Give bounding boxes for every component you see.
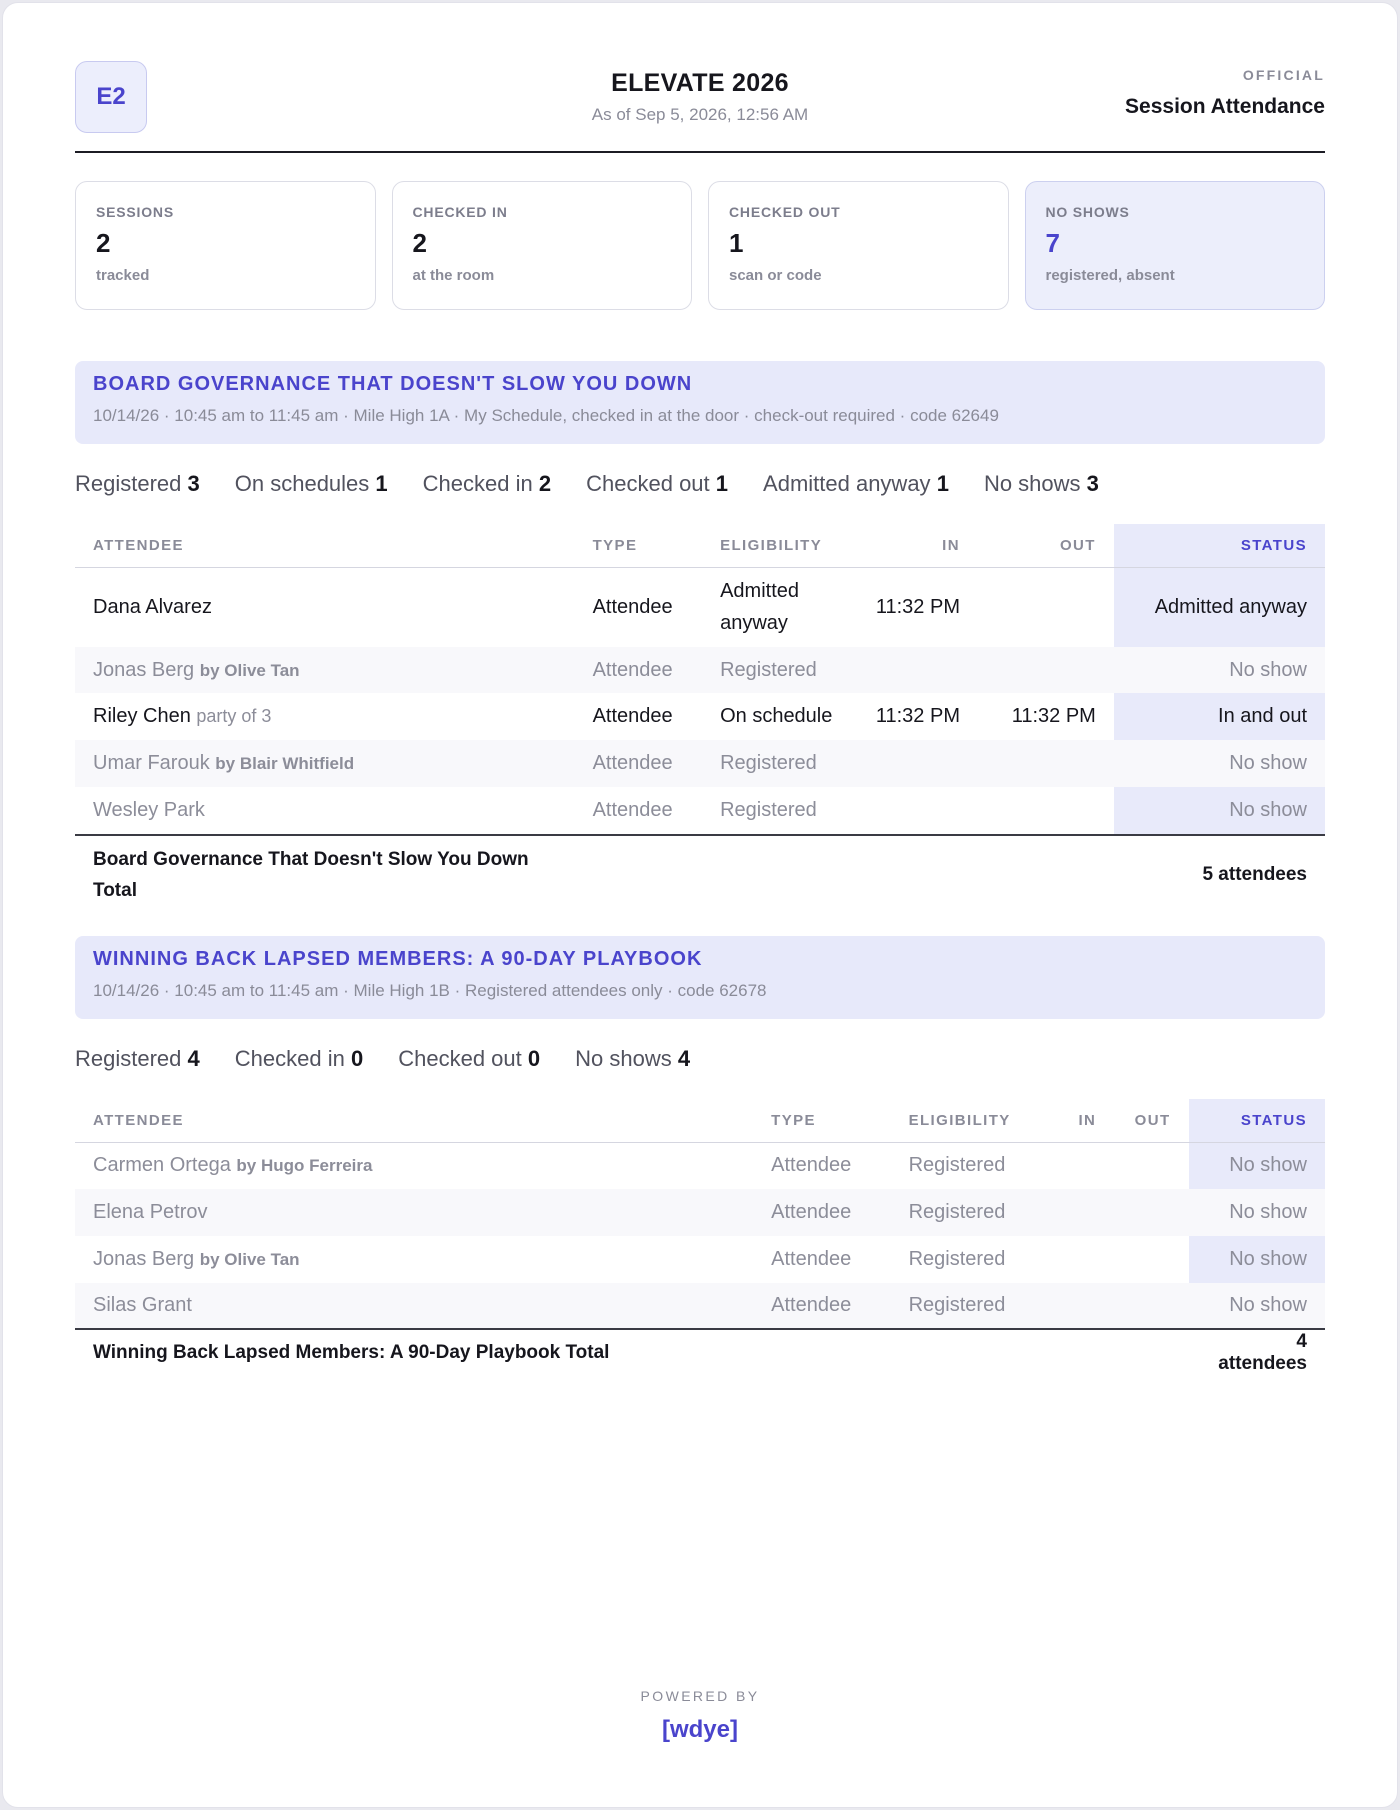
check-out-time bbox=[1114, 1142, 1188, 1189]
count-registered: Registered 4 bbox=[75, 1046, 200, 1071]
attendee-name: Carmen Ortega bbox=[93, 1154, 231, 1177]
column-header-type[interactable]: TYPE bbox=[575, 524, 703, 567]
check-in-time bbox=[1044, 1283, 1114, 1329]
status-cell: No show bbox=[1189, 1142, 1325, 1189]
event-title: ELEVATE 2026 bbox=[611, 69, 789, 97]
status-cell: No show bbox=[1114, 787, 1325, 835]
stat-value: 2 bbox=[96, 228, 111, 258]
status-cell: No show bbox=[1114, 740, 1325, 787]
type-cell: Attendee bbox=[753, 1189, 890, 1236]
table-row bbox=[75, 693, 1325, 740]
table-row bbox=[75, 740, 1325, 787]
session-total-value: 5 attendees bbox=[1114, 835, 1325, 913]
check-in-time bbox=[1044, 1189, 1114, 1236]
table-row bbox=[75, 647, 1325, 693]
stat-card-checked-out bbox=[708, 181, 1009, 310]
registered-by-note: by Blair Whitfield bbox=[215, 754, 355, 773]
check-in-time bbox=[1044, 1142, 1114, 1189]
count-registered: Registered 3 bbox=[75, 471, 200, 496]
attendee-cell bbox=[75, 1142, 753, 1189]
table-row bbox=[75, 1189, 1325, 1236]
type-cell: Attendee bbox=[592, 705, 673, 727]
attendee-name: Dana Alvarez bbox=[93, 595, 212, 618]
attendee-cell bbox=[75, 740, 575, 787]
check-out-time bbox=[978, 740, 1114, 787]
registered-by-note: by Olive Tan bbox=[199, 660, 300, 680]
count-checked-out: Checked out 1 bbox=[586, 471, 729, 496]
session-total-row bbox=[75, 835, 1325, 913]
session-meta: 10/14/26 · 10:45 am to 11:45 am · Mile High 1A · My Schedule, checked in at the door · check-out required · code 62649 bbox=[93, 406, 999, 425]
session-block-lapsed-members bbox=[75, 936, 1325, 1375]
eligibility-cell: Registered bbox=[891, 1283, 1044, 1329]
attendee-cell bbox=[75, 693, 575, 740]
check-out-time bbox=[1114, 1189, 1188, 1236]
type-cell: Attendee bbox=[592, 595, 673, 618]
column-header-eligibility[interactable]: ELIGIBILITY bbox=[891, 1099, 1044, 1142]
event-logo: E2 bbox=[75, 61, 147, 133]
check-out-time bbox=[978, 787, 1114, 835]
check-out-time: 11:32 PM bbox=[1011, 705, 1096, 727]
powered-by-label: POWERED BY bbox=[640, 1688, 760, 1704]
attendee-cell bbox=[75, 567, 575, 647]
type-cell: Attendee bbox=[575, 740, 703, 787]
stat-subtext: scan or code bbox=[729, 267, 822, 284]
stat-card-no-shows bbox=[1025, 181, 1326, 310]
type-cell: Attendee bbox=[771, 1248, 852, 1270]
stat-cards bbox=[75, 181, 1325, 310]
table-header-row bbox=[75, 1099, 1325, 1142]
table-row bbox=[75, 567, 1325, 647]
registered-by-note: by Olive Tan bbox=[199, 1250, 300, 1269]
attendee-name: Jonas Berg bbox=[93, 1248, 195, 1270]
session-block-board-governance bbox=[75, 361, 1325, 913]
session-banner bbox=[75, 361, 1325, 444]
stat-label: CHECKED IN bbox=[412, 204, 508, 220]
stat-subtext: registered, absent bbox=[1045, 267, 1175, 284]
column-header-out[interactable]: OUT bbox=[978, 524, 1114, 567]
column-header-out[interactable]: OUT bbox=[1114, 1099, 1188, 1142]
type-cell: Attendee bbox=[592, 799, 673, 821]
attendee-name: Elena Petrov bbox=[93, 1201, 208, 1223]
session-counts bbox=[75, 1019, 1325, 1099]
table-row bbox=[75, 787, 1325, 835]
attendee-cell bbox=[75, 1236, 753, 1283]
eligibility-cell: Registered bbox=[702, 647, 850, 693]
attendance-table bbox=[75, 524, 1325, 913]
table-row bbox=[75, 1142, 1325, 1189]
session-title: BOARD GOVERNANCE THAT DOESN'T SLOW YOU DOWN bbox=[93, 373, 693, 395]
column-header-in[interactable]: IN bbox=[850, 524, 978, 567]
column-header-status[interactable]: STATUS bbox=[1189, 1099, 1325, 1142]
status-cell: Admitted anyway bbox=[1114, 567, 1325, 647]
check-in-time bbox=[1044, 1236, 1114, 1283]
official-kicker: OFFICIAL bbox=[1242, 67, 1325, 83]
eligibility-cell: Registered bbox=[908, 1248, 1006, 1270]
session-title: WINNING BACK LAPSED MEMBERS: A 90-DAY PLAYBOOK bbox=[93, 948, 703, 970]
check-out-time bbox=[1114, 1236, 1188, 1283]
type-cell: Attendee bbox=[753, 1283, 890, 1329]
column-header-attendee[interactable]: ATTENDEE bbox=[75, 524, 575, 567]
attendee-name: Silas Grant bbox=[93, 1294, 192, 1316]
column-header-in[interactable]: IN bbox=[1044, 1099, 1114, 1142]
session-banner bbox=[75, 936, 1325, 1019]
status-cell: No show bbox=[1189, 1236, 1325, 1283]
attendee-cell bbox=[75, 787, 575, 835]
column-header-attendee[interactable]: ATTENDEE bbox=[75, 1099, 753, 1142]
report-sheet bbox=[2, 2, 1398, 1808]
count-checked-in: Checked in 0 bbox=[234, 1046, 364, 1071]
session-total-value: 4 attendees bbox=[1189, 1329, 1325, 1375]
stat-label: NO SHOWS bbox=[1045, 204, 1130, 220]
check-in-time bbox=[850, 740, 978, 787]
stat-subtext: tracked bbox=[96, 267, 150, 284]
attendance-table bbox=[75, 1099, 1325, 1375]
stat-subtext: at the room bbox=[412, 267, 495, 284]
check-out-time bbox=[978, 567, 1114, 647]
report-heading bbox=[1125, 67, 1325, 119]
type-cell: Attendee bbox=[575, 647, 703, 693]
stat-card-sessions bbox=[75, 181, 376, 310]
stat-card-checked-in bbox=[392, 181, 693, 310]
party-size-note: party of 3 bbox=[196, 706, 272, 726]
status-cell: No show bbox=[1189, 1189, 1325, 1236]
attendee-cell bbox=[75, 1189, 753, 1236]
attendee-cell bbox=[75, 647, 575, 693]
eligibility-cell: Registered bbox=[702, 740, 850, 787]
as-of-timestamp: As of Sep 5, 2026, 12:56 AM bbox=[591, 105, 809, 124]
count-no-shows: No shows 3 bbox=[983, 471, 1099, 496]
count-admitted-anyway: Admitted anyway 1 bbox=[763, 471, 949, 496]
table-row bbox=[75, 1236, 1325, 1283]
status-cell: In and out bbox=[1114, 693, 1325, 740]
check-out-time bbox=[978, 647, 1114, 693]
session-total-label: Board Governance That Doesn't Slow You Down Total bbox=[75, 835, 575, 913]
count-checked-in: Checked in 2 bbox=[422, 471, 552, 496]
eligibility-cell: Registered bbox=[720, 799, 817, 821]
stat-value: 1 bbox=[729, 228, 744, 258]
session-meta: 10/14/26 · 10:45 am to 11:45 am · Mile High 1B · Registered attendees only · code 62678 bbox=[93, 981, 767, 1000]
eligibility-cell: On schedule bbox=[720, 705, 833, 727]
report-footer bbox=[75, 1688, 1325, 1744]
check-in-time: 11:32 PM bbox=[875, 595, 960, 618]
session-total-row bbox=[75, 1329, 1325, 1375]
check-in-time bbox=[850, 647, 978, 693]
table-row bbox=[75, 1283, 1325, 1329]
stat-label: SESSIONS bbox=[96, 204, 174, 220]
report-title: Session Attendance bbox=[1125, 95, 1325, 118]
brand-logo-text[interactable]: [wdye] bbox=[661, 1716, 738, 1743]
type-cell: Attendee bbox=[771, 1154, 852, 1177]
count-no-shows: No shows 4 bbox=[575, 1046, 691, 1071]
column-header-eligibility[interactable]: ELIGIBILITY bbox=[702, 524, 850, 567]
report-header bbox=[75, 61, 1325, 153]
stat-value: 7 bbox=[1045, 228, 1060, 258]
check-out-time bbox=[1114, 1283, 1188, 1329]
table-header-row bbox=[75, 524, 1325, 567]
eligibility-cell: Admitted anyway bbox=[720, 580, 800, 635]
count-checked-out: Checked out 0 bbox=[398, 1046, 541, 1071]
column-header-status[interactable]: STATUS bbox=[1114, 524, 1325, 567]
check-in-time: 11:32 PM bbox=[875, 705, 960, 727]
attendee-cell bbox=[75, 1283, 753, 1329]
attendee-name: Riley Chen bbox=[93, 705, 191, 727]
session-counts bbox=[75, 444, 1325, 524]
check-in-time bbox=[850, 787, 978, 835]
report-content bbox=[75, 3, 1325, 1807]
eligibility-cell: Registered bbox=[891, 1189, 1044, 1236]
registered-by-note: by Hugo Ferreira bbox=[236, 1156, 373, 1176]
stat-value: 2 bbox=[412, 228, 427, 258]
session-total-label: Winning Back Lapsed Members: A 90-Day Playbook Total bbox=[75, 1329, 1044, 1375]
status-cell: No show bbox=[1189, 1283, 1325, 1329]
attendee-name: Wesley Park bbox=[93, 799, 205, 821]
eligibility-cell: Registered bbox=[908, 1154, 1006, 1177]
stat-label: CHECKED OUT bbox=[729, 204, 841, 220]
status-cell: No show bbox=[1114, 647, 1325, 693]
count-on-schedules: On schedules 1 bbox=[234, 471, 388, 496]
column-header-type[interactable]: TYPE bbox=[753, 1099, 890, 1142]
attendee-name: Jonas Berg bbox=[93, 658, 195, 681]
attendee-name: Umar Farouk bbox=[93, 752, 210, 774]
